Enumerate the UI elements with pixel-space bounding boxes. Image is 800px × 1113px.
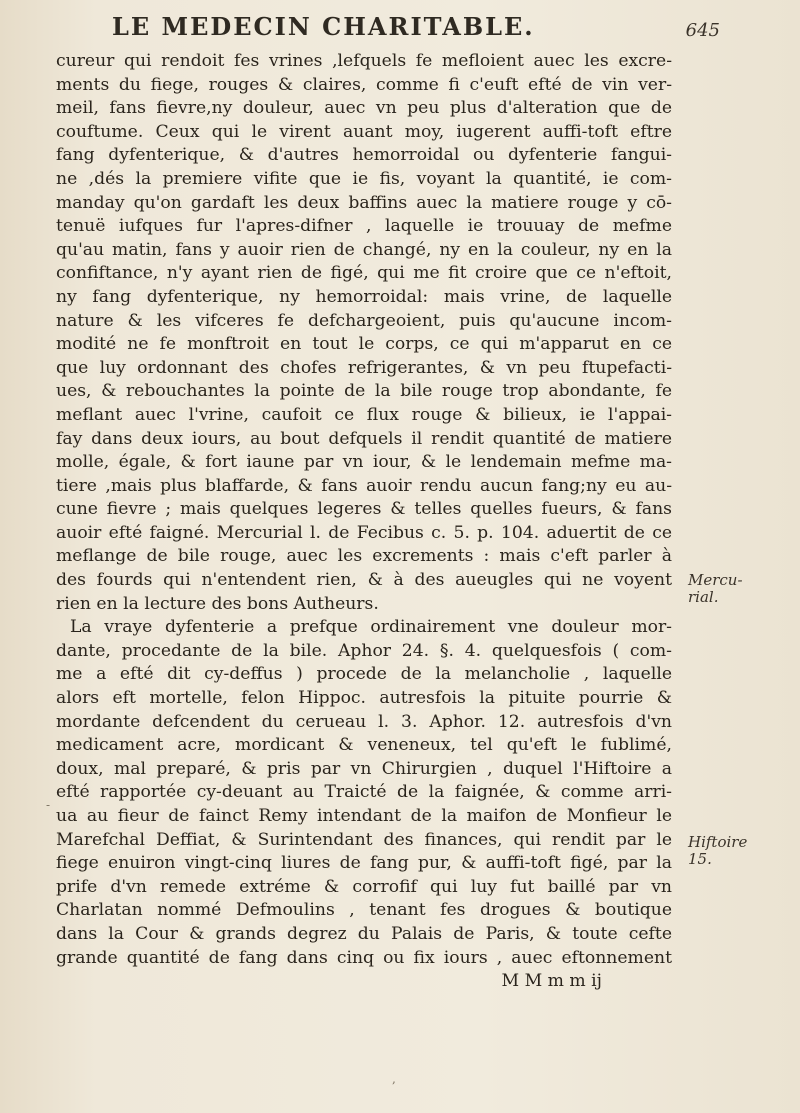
text-line: meil, fans fievre,ny douleur, auec vn peu plus d'alteration que de — [56, 98, 672, 119]
text-line: alors eft mortelle, felon Hippoc. autresfois la pituite pourrie & — [56, 688, 672, 709]
text-line: que luy ordonnant des chofes refrigerantes, & vn peu ftupefacti- — [56, 357, 672, 378]
text-line: tiere ,mais plus blaffarde, & fans auoir rendu aucun fang;ny eu au- — [56, 475, 672, 496]
page-header — [112, 12, 720, 48]
text-line: medicament acre, mordicant & veneneux, tel qu'eft le fublimé, — [56, 735, 672, 756]
text-line: modité ne fe monftroit en tout le corps, ce qui m'apparut en ce — [56, 334, 672, 355]
paper-speck: , — [392, 1072, 396, 1086]
text-line: des fourds qui n'entendent rien, & à des aueugles qui ne voyent — [56, 570, 672, 591]
text-line: confiftance, n'y ayant rien de figé, qui me fit croire que ce n'eftoit, — [56, 263, 672, 284]
text-line: dans la Cour & grands degrez du Palais de Paris, & toute cefte — [56, 923, 672, 944]
text-line: couftume. Ceux qui le virent auant moy, iugerent auffi-toft eftre — [56, 121, 672, 142]
text-line: qu'au matin, fans y auoir rien de changé, ny en la couleur, ny en la — [56, 239, 672, 260]
text-line: fang dyfenterique, & d'autres hemorroidal ou dyfenterie fangui- — [56, 145, 672, 166]
text-line: fay dans deux iours, au bout defquels il rendit quantité de matiere — [56, 428, 672, 449]
text-line: dante, procedante de la bile. Aphor 24. §. 4. quelquesfois ( com- — [56, 640, 672, 661]
text-line: doux, mal preparé, & pris par vn Chirurgien , duquel l'Hiftoire a — [56, 758, 672, 779]
text-line: ny fang dyfenterique, ny hemorroidal: mais vrine, de laquelle — [56, 286, 672, 307]
running-title: LE MEDECIN CHARITABLE. — [112, 12, 535, 41]
text-line: fiege enuiron vingt-cinq liures de fang pur, & auffi-toft figé, par la — [56, 853, 672, 874]
margin-note-mercurial: Mercu- rial. — [688, 571, 743, 606]
text-line: grande quantité de fang dans cinq ou fix iours , auec eftonnement — [56, 947, 672, 968]
page-number: 645 — [685, 20, 720, 41]
text-line: auoir efté faigné. Mercurial l. de Fecibus c. 5. p. 104. aduertit de ce — [56, 522, 672, 543]
text-line: ua au fieur de fainct Remy intendant de la maifon de Monfieur le — [56, 806, 672, 826]
text-line: cune fievre ; mais quelques legeres & telles quelles fueurs, & fans — [56, 499, 672, 520]
text-line: ments du fiege, rouges & claires, comme fi c'euft efté de vin ver- — [56, 74, 672, 95]
text-line: ne ,dés la premiere vifite que ie fis, voyant la quantité, ie com- — [56, 168, 672, 189]
text-line: molle, égale, & fort iaune par vn iour, & le lendemain mefme ma- — [56, 452, 672, 473]
text-line: meflange de bile rouge, auec les excrements : mais c'eft parler à — [56, 546, 672, 567]
text-line: manday qu'on gardaft les deux baffins auec la matiere rouge y cō- — [56, 192, 672, 213]
text-line: me a efté dit cy-deffus ) procede de la melancholie , laquelle — [56, 664, 672, 685]
text-line: nature & les vifceres fe defchargeoient, puis qu'aucune incom- — [56, 310, 672, 331]
text-line: meflant auec l'vrine, caufoit ce flux rouge & bilieux, ie l'appai- — [56, 404, 672, 425]
text-line: ues, & rebouchantes la pointe de la bile rouge trop abondante, fe — [56, 381, 672, 402]
text-line: Marefchal Deffiat, & Surintendant des finances, qui rendit par le — [56, 829, 672, 850]
signature-mark: M M m m ij — [501, 971, 602, 992]
text-line: tenuë iufques fur l'apres-difner , laquelle ie trouuay de mefme — [56, 216, 672, 237]
text-line: Charlatan nommé Defmoulins , tenant fes drogues & boutique — [56, 900, 672, 921]
margin-tick: - — [46, 798, 51, 812]
margin-note-histoire: Hiftoire 15. — [688, 833, 748, 868]
text-line: prife d'vn remede extréme & corrofif qui luy fut baillé par vn — [56, 876, 672, 897]
text-line: efté rapportée cy-deuant au Traicté de la faignée, & comme arri- — [56, 782, 672, 803]
text-line: mordante defcendent du cerueau l. 3. Aphor. 12. autresfois d'vn — [56, 711, 672, 732]
body-text — [56, 50, 672, 994]
text-line: rien en la lecture des bons Autheurs. — [56, 593, 379, 614]
text-line: cureur qui rendoit fes vrines ,lefquels fe mefloient auec les excre- — [56, 51, 672, 71]
text-line: La vraye dyfenterie a prefque ordinairement vne douleur mor- — [70, 617, 672, 638]
